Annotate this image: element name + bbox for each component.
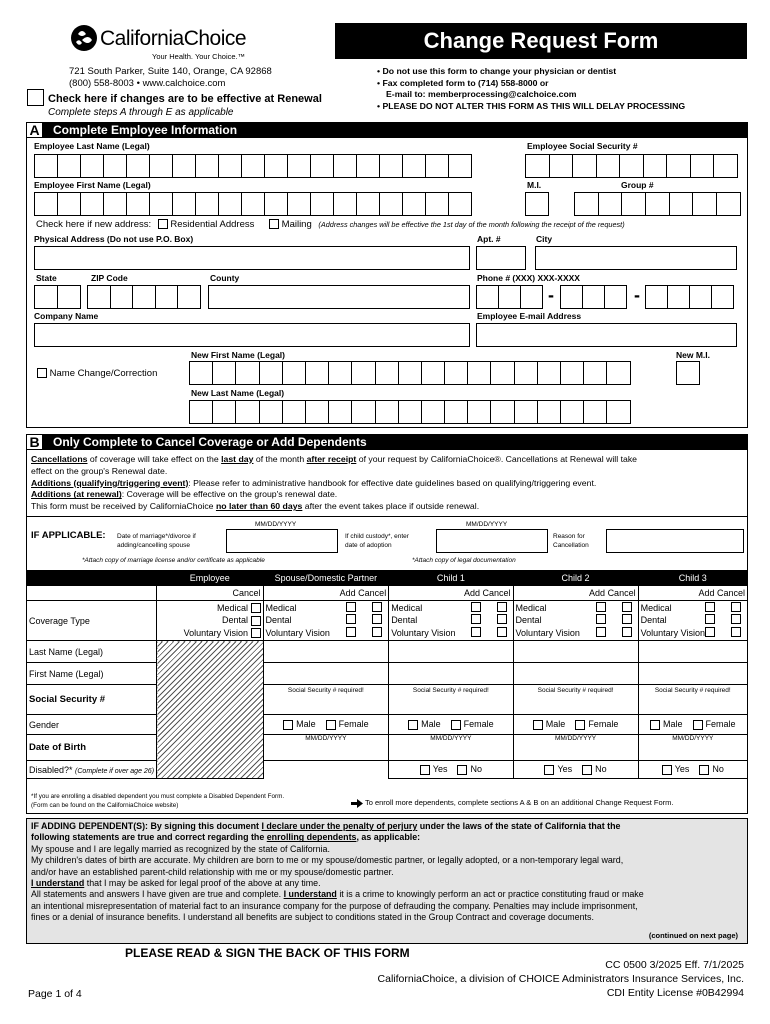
last-name-field[interactable]	[34, 154, 472, 178]
spouse-last-name[interactable]	[263, 641, 389, 663]
last-name-label: Employee Last Name (Legal)	[34, 141, 150, 151]
char-cell[interactable]	[149, 154, 173, 178]
spouse-medical-cancel[interactable]	[372, 602, 382, 612]
child3-medical-cancel[interactable]	[731, 602, 741, 612]
employee-medical-cancel[interactable]	[251, 603, 261, 613]
char-cell[interactable]	[444, 361, 468, 385]
apt-label: Apt. #	[477, 234, 501, 244]
new-first-label: New First Name (Legal)	[191, 350, 285, 360]
char-cell[interactable]	[643, 154, 668, 178]
char-cell[interactable]	[351, 361, 375, 385]
mi-label: M.I.	[527, 180, 542, 190]
char-cell[interactable]	[666, 154, 691, 178]
phone-dash-1: -	[548, 285, 554, 305]
col-child-2: Child 2	[513, 571, 638, 586]
char-cell[interactable]	[57, 154, 81, 178]
col-spouse: Spouse/Domestic Partner	[263, 571, 389, 586]
char-cell[interactable]	[667, 285, 690, 309]
char-cell[interactable]	[560, 285, 583, 309]
reason-label: Reason for Cancellation	[553, 533, 589, 549]
renewal-note: Complete steps A through E as applicable	[48, 107, 234, 118]
char-cell[interactable]	[583, 361, 607, 385]
char-cell[interactable]	[476, 285, 499, 309]
char-cell[interactable]	[189, 400, 213, 424]
char-cell[interactable]	[305, 400, 329, 424]
section-b-letter: B	[26, 434, 43, 450]
first-name-label: Employee First Name (Legal)	[34, 180, 151, 190]
new-mi-label: New M.I.	[676, 350, 711, 360]
child2-last-name[interactable]	[513, 641, 638, 663]
char-cell[interactable]	[126, 192, 150, 216]
char-cell[interactable]	[34, 285, 58, 309]
child2-dob[interactable]: MM/DD/YYYY	[513, 735, 638, 761]
header-bullets: • Do not use this form to change your physician or dentist • Fax completed form to (714) 558-8000 or E-mail to: memberprocessing@calchoice.com • PLEASE DO NOT ALTER THIS FORM AS THIS WILL DELAY PROCESSING	[377, 66, 686, 111]
name-change-label: Name Change/Correction	[49, 368, 158, 379]
disabled-row: Disabled?* (Complete if over age 26) Yes No Yes No Yes No	[27, 761, 748, 779]
employee-hatched-area	[157, 641, 263, 779]
city-label: City	[536, 234, 553, 244]
employee-cancel-header: Cancel	[232, 588, 261, 598]
char-cell[interactable]	[80, 192, 104, 216]
char-cell[interactable]	[448, 154, 472, 178]
char-cell[interactable]	[189, 361, 213, 385]
gender-row: Gender Male Female Male Female Male Female Male Female	[27, 715, 748, 735]
char-cell[interactable]	[110, 285, 134, 309]
email-label: Employee E-mail Address	[477, 311, 582, 321]
char-cell[interactable]	[126, 154, 150, 178]
read-sign-notice: PLEASE READ & SIGN THE BACK OF THIS FORM	[125, 946, 410, 960]
char-cell[interactable]	[690, 154, 715, 178]
char-cell[interactable]	[421, 361, 445, 385]
residential-label: Residential Address	[170, 219, 255, 230]
char-cell[interactable]	[467, 361, 491, 385]
char-cell[interactable]	[711, 285, 734, 309]
new-address-label: Check here if new address:	[36, 219, 152, 230]
spouse-medical-add[interactable]	[346, 602, 356, 612]
char-cell[interactable]	[287, 192, 311, 216]
section-b-title: Only Complete to Cancel Coverage or Add Dependents	[53, 435, 367, 449]
logo-emblem-icon	[70, 24, 98, 52]
name-change-checkbox[interactable]	[37, 368, 47, 378]
char-cell[interactable]	[467, 400, 491, 424]
company-address: 721 South Parker, Suite 140, Orange, CA 92868	[69, 66, 272, 77]
child3-disabled-no[interactable]	[699, 765, 709, 775]
char-cell[interactable]	[444, 400, 468, 424]
char-cell[interactable]	[621, 192, 646, 216]
child1-dental-add[interactable]	[471, 614, 481, 624]
char-cell[interactable]	[520, 285, 543, 309]
char-cell[interactable]	[525, 154, 550, 178]
child1-male-checkbox[interactable]	[408, 720, 418, 730]
char-cell[interactable]	[375, 361, 399, 385]
county-field[interactable]	[208, 285, 470, 309]
child1-dob[interactable]: MM/DD/YYYY	[389, 735, 513, 761]
section-b-instructions: Cancellations of coverage will take effect on the last day of the month after receipt of your request by CaliforniaChoice®. Cancellations at Renewal will take effect on the group's Renewal date. Additions (qualifying/triggering event): Please refer to administrative handbook for effective date guidelines based on qualifying/triggering event. Additions (at renewal): Coverage will be effective on the group's renewal date. This form must be received by CaliforniaChoice no later than 60 days after the event takes place if outside renewal.	[31, 454, 638, 512]
char-cell[interactable]	[598, 192, 623, 216]
char-cell[interactable]	[87, 285, 111, 309]
brand-tagline: Your Health. Your Choice.™	[152, 52, 246, 61]
custody-date-format: MM/DD/YYYY	[466, 521, 508, 528]
char-cell[interactable]	[619, 154, 644, 178]
renewal-check-label: Check here if changes are to be effective at Renewal	[48, 93, 322, 105]
char-cell[interactable]	[351, 400, 375, 424]
col-child-3: Child 3	[638, 571, 747, 586]
char-cell[interactable]	[57, 285, 81, 309]
child3-ssn[interactable]: Social Security # required!	[638, 685, 747, 715]
instructions-divider	[26, 516, 748, 517]
char-cell[interactable]	[155, 285, 179, 309]
spouse-male-checkbox[interactable]	[283, 720, 293, 730]
phone-label: Phone # (XXX) XXX-XXXX	[477, 273, 580, 283]
char-cell[interactable]	[195, 154, 219, 178]
license: CDI Entity License #0B42994	[606, 987, 744, 999]
child2-dental-cancel[interactable]	[622, 614, 632, 624]
child1-medical-cancel[interactable]	[497, 602, 507, 612]
char-cell[interactable]	[514, 400, 538, 424]
child2-first-name[interactable]	[513, 663, 638, 685]
char-cell[interactable]	[356, 154, 380, 178]
disabled-footnote: *If you are enrolling a disabled dependent you must complete a Disabled Dependent Form. (Form can be found on the CaliforniaChoice website)	[31, 793, 285, 809]
section-a-header	[26, 122, 748, 138]
spouse-dental-cancel[interactable]	[372, 614, 382, 624]
char-cell[interactable]	[604, 285, 627, 309]
char-cell[interactable]	[218, 192, 242, 216]
char-cell[interactable]	[264, 192, 288, 216]
char-cell[interactable]	[287, 154, 311, 178]
ssn-label: Employee Social Security #	[527, 141, 638, 151]
char-cell[interactable]	[328, 400, 352, 424]
char-cell[interactable]	[645, 192, 670, 216]
char-cell[interactable]	[132, 285, 156, 309]
char-cell[interactable]	[525, 192, 549, 216]
attach-legal-note: *Attach copy of legal documentation	[412, 557, 516, 564]
child3-male-checkbox[interactable]	[650, 720, 660, 730]
char-cell[interactable]	[490, 361, 514, 385]
attach-marriage-note: *Attach copy of marriage license and/or certificate as applicable	[82, 557, 265, 564]
new-first-name-field[interactable]	[189, 361, 631, 385]
char-cell[interactable]	[328, 361, 352, 385]
char-cell[interactable]	[80, 154, 104, 178]
child3-medical-add[interactable]	[705, 602, 715, 612]
residential-checkbox[interactable]	[158, 219, 168, 229]
char-cell[interactable]	[549, 154, 574, 178]
char-cell[interactable]	[490, 400, 514, 424]
child3-last-name[interactable]	[638, 641, 747, 663]
state-field[interactable]	[34, 285, 81, 309]
char-cell[interactable]	[582, 285, 605, 309]
phone-dash-2: -	[634, 285, 640, 305]
phone-line-field[interactable]	[645, 285, 734, 309]
phone-prefix-field[interactable]	[560, 285, 627, 309]
coverage-type-row: Coverage Type Medical Dental Voluntary Vision Medical Dental Voluntary Vision Medical Dental Voluntary Vision Medical Dental Voluntary Vision Medical Dental Voluntary Vision	[27, 601, 748, 641]
char-cell[interactable]	[333, 192, 357, 216]
spouse-vision-cancel[interactable]	[372, 627, 382, 637]
child2-vision-cancel[interactable]	[622, 627, 632, 637]
char-cell[interactable]	[689, 285, 712, 309]
char-cell[interactable]	[212, 400, 236, 424]
child2-ssn[interactable]: Social Security # required!	[513, 685, 638, 715]
spouse-female-checkbox[interactable]	[326, 720, 336, 730]
section-a-letter: A	[26, 122, 43, 138]
char-cell[interactable]	[103, 192, 127, 216]
declaration-text: IF ADDING DEPENDENT(S): By signing this document I declare under the penalty of perjury under the laws of the state of California that the following statements are true and correct regarding the enrolling dependents, as applicable: My spouse and I are legally married as recognized by the state of California. My children's dates of birth are accurate. My children are born to me or my spouse/domestic partner, or legally adopted, or a non-temporary legal ward, and/or have an established parent-child relationship with me or my spouse/domestic partner. I understand that I may be asked for legal proof of the above at any time. All statements and answers I have given are true and complete. I understand it is a crime to knowingly perform an act or practice constituting fraud or make an intentional misrepresentation of material fact to an insurance company for the purpose of defrauding the company. Penalties may include imprisonment, fines or a denial of insurance benefits. I understand all benefits are subject to conditions stated in the Group Contract and coverage documents.	[31, 821, 644, 923]
child1-medical-add[interactable]	[471, 602, 481, 612]
char-cell[interactable]	[560, 361, 584, 385]
col-child-1: Child 1	[389, 571, 513, 586]
char-cell[interactable]	[103, 154, 127, 178]
group-label: Group #	[621, 180, 654, 190]
child2-disabled-yes[interactable]	[544, 765, 554, 775]
ssn-field[interactable]	[525, 154, 738, 178]
child3-dental-add[interactable]	[705, 614, 715, 624]
employee-vision-cancel[interactable]	[251, 628, 261, 638]
char-cell[interactable]	[282, 400, 306, 424]
char-cell[interactable]	[398, 400, 422, 424]
zip-field[interactable]	[87, 285, 201, 309]
child2-medical-cancel[interactable]	[622, 602, 632, 612]
char-cell[interactable]	[716, 192, 741, 216]
char-cell[interactable]	[676, 361, 700, 385]
col-employee: Employee	[157, 571, 263, 586]
bullet-4: PLEASE DO NOT ALTER THIS FORM AS THIS WILL DELAY PROCESSING	[382, 100, 686, 111]
char-cell[interactable]	[310, 192, 334, 216]
child1-last-name[interactable]	[389, 641, 513, 663]
char-cell[interactable]	[356, 192, 380, 216]
coverage-header-row	[27, 571, 748, 586]
renewal-checkbox[interactable]	[27, 89, 44, 106]
email-field[interactable]	[476, 323, 737, 347]
child1-ssn[interactable]: Social Security # required!	[389, 685, 513, 715]
char-cell[interactable]	[421, 400, 445, 424]
last-name-row: Last Name (Legal)	[27, 641, 748, 663]
child1-vision-add[interactable]	[471, 627, 481, 637]
section-b-header	[26, 434, 748, 450]
char-cell[interactable]	[310, 154, 334, 178]
custody-date-field[interactable]	[436, 529, 548, 553]
char-cell[interactable]	[692, 192, 717, 216]
coverage-table	[26, 570, 748, 779]
char-cell[interactable]	[149, 192, 173, 216]
group-field[interactable]	[574, 192, 741, 216]
char-cell[interactable]	[606, 361, 630, 385]
first-name-field[interactable]	[34, 192, 472, 216]
char-cell[interactable]	[574, 192, 599, 216]
char-cell[interactable]	[583, 400, 607, 424]
char-cell[interactable]	[498, 285, 521, 309]
child2-disabled-no[interactable]	[582, 765, 592, 775]
char-cell[interactable]	[425, 154, 449, 178]
bullet-2: Fax completed form to (714) 558-8000 or	[382, 77, 549, 88]
char-cell[interactable]	[375, 400, 399, 424]
child2-medical-add[interactable]	[596, 602, 606, 612]
char-cell[interactable]	[425, 192, 449, 216]
char-cell[interactable]	[34, 192, 58, 216]
char-cell[interactable]	[241, 192, 265, 216]
child1-dental-cancel[interactable]	[497, 614, 507, 624]
child2-female-checkbox[interactable]	[575, 720, 585, 730]
mailing-label: Mailing	[281, 219, 312, 230]
char-cell[interactable]	[259, 361, 283, 385]
child3-disabled-yes[interactable]	[662, 765, 672, 775]
char-cell[interactable]	[172, 154, 196, 178]
spouse-dob[interactable]: MM/DD/YYYY	[263, 735, 389, 761]
more-dependents-note: To enroll more dependents, complete sections A & B on an additional Change Request Form.	[351, 798, 673, 808]
child3-first-name[interactable]	[638, 663, 747, 685]
logo	[70, 24, 260, 64]
new-last-name-field[interactable]	[189, 400, 631, 424]
char-cell[interactable]	[264, 154, 288, 178]
char-cell[interactable]	[177, 285, 201, 309]
char-cell[interactable]	[333, 154, 357, 178]
char-cell[interactable]	[713, 154, 738, 178]
county-label: County	[210, 273, 240, 283]
child3-vision-add[interactable]	[705, 627, 715, 637]
physical-address-label: Physical Address (Do not use P.O. Box)	[34, 234, 194, 244]
new-mi-field[interactable]	[676, 361, 700, 385]
new-last-label: New Last Name (Legal)	[191, 388, 285, 398]
footer-right	[378, 958, 744, 1000]
child2-dental-add[interactable]	[596, 614, 606, 624]
section-a-title: Complete Employee Information	[53, 123, 238, 137]
spouse-vision-add[interactable]	[346, 627, 356, 637]
bullet-3: E-mail to: memberprocessing@calchoice.com	[386, 89, 577, 99]
child1-disabled-no[interactable]	[457, 765, 467, 775]
phone-area-field[interactable]	[476, 285, 543, 309]
char-cell[interactable]	[606, 400, 630, 424]
char-cell[interactable]	[448, 192, 472, 216]
char-cell[interactable]	[212, 361, 236, 385]
name-change-row	[37, 368, 157, 379]
child1-female-checkbox[interactable]	[451, 720, 461, 730]
char-cell[interactable]	[402, 154, 426, 178]
char-cell[interactable]	[398, 361, 422, 385]
char-cell[interactable]	[235, 400, 259, 424]
char-cell[interactable]	[596, 154, 621, 178]
char-cell[interactable]	[645, 285, 668, 309]
reason-field[interactable]	[606, 529, 744, 553]
child3-dob[interactable]: MM/DD/YYYY	[638, 735, 747, 761]
mailing-checkbox[interactable]	[269, 219, 279, 229]
city-field[interactable]	[535, 246, 737, 270]
form-code: CC 0500 3/2025 Eff. 7/1/2025	[605, 959, 744, 971]
if-applicable-label: IF APPLICABLE:	[31, 530, 106, 541]
apt-field[interactable]	[476, 246, 526, 270]
coverage-type-label: Coverage Type	[27, 601, 157, 641]
char-cell[interactable]	[218, 154, 242, 178]
char-cell[interactable]	[572, 154, 597, 178]
employee-dental-cancel[interactable]	[251, 616, 261, 626]
child1-vision-cancel[interactable]	[497, 627, 507, 637]
marriage-label: Date of marriage*/divorce if adding/cancelling spouse	[117, 533, 196, 549]
char-cell[interactable]	[34, 154, 58, 178]
char-cell[interactable]	[241, 154, 265, 178]
char-cell[interactable]	[379, 192, 403, 216]
char-cell[interactable]	[282, 361, 306, 385]
char-cell[interactable]	[514, 361, 538, 385]
char-cell[interactable]	[537, 361, 561, 385]
continued-note: (continued on next page)	[648, 931, 738, 940]
spouse-ssn[interactable]: Social Security # required!	[263, 685, 389, 715]
physical-address-field[interactable]	[34, 246, 470, 270]
ssn-row: Social Security # Social Security # required! Social Security # required! Social Security # required! Social Security # required!	[27, 685, 748, 715]
child1-first-name[interactable]	[389, 663, 513, 685]
division: CaliforniaChoice, a division of CHOICE Administrators Insurance Services, Inc.	[377, 973, 744, 985]
new-address-row	[36, 219, 625, 230]
child2-male-checkbox[interactable]	[533, 720, 543, 730]
child1-disabled-yes[interactable]	[420, 765, 430, 775]
zip-label: ZIP Code	[91, 273, 128, 283]
add-cancel-row: Cancel Add Cancel Add Cancel Add Cancel Add Cancel	[27, 586, 748, 601]
form-title: Change Request Form	[335, 23, 747, 59]
char-cell[interactable]	[259, 400, 283, 424]
char-cell[interactable]	[235, 361, 259, 385]
custody-label: If child custody*, enter date of adoption	[345, 533, 409, 549]
child3-dental-cancel[interactable]	[731, 614, 741, 624]
page-number: Page 1 of 4	[28, 988, 82, 1000]
child3-vision-cancel[interactable]	[731, 627, 741, 637]
char-cell[interactable]	[57, 192, 81, 216]
spouse-dental-add[interactable]	[346, 614, 356, 624]
char-cell[interactable]	[669, 192, 694, 216]
char-cell[interactable]	[305, 361, 329, 385]
child3-female-checkbox[interactable]	[693, 720, 703, 730]
char-cell[interactable]	[560, 400, 584, 424]
first-name-row: First Name (Legal)	[27, 663, 748, 685]
arrow-right-icon	[351, 799, 363, 808]
company-field[interactable]	[34, 323, 470, 347]
child2-vision-add[interactable]	[596, 627, 606, 637]
char-cell[interactable]	[402, 192, 426, 216]
state-label: State	[36, 273, 57, 283]
char-cell[interactable]	[537, 400, 561, 424]
char-cell[interactable]	[379, 154, 403, 178]
dob-row: Date of Birth MM/DD/YYYY MM/DD/YYYY MM/DD/YYYY MM/DD/YYYY	[27, 735, 748, 761]
company-phone-web: (800) 558-8003 • www.calchoice.com	[69, 78, 226, 89]
company-label: Company Name	[34, 311, 99, 321]
char-cell[interactable]	[172, 192, 196, 216]
brand-name: CaliforniaChoice	[100, 27, 247, 50]
bullet-1: Do not use this form to change your physician or dentist	[382, 66, 617, 76]
marriage-date-field[interactable]	[226, 529, 338, 553]
marriage-date-format: MM/DD/YYYY	[255, 521, 297, 528]
mi-field[interactable]	[525, 192, 549, 216]
address-note: (Address changes will be effective the 1st day of the month following the receipt of the request)	[318, 220, 625, 229]
spouse-first-name[interactable]	[263, 663, 389, 685]
char-cell[interactable]	[195, 192, 219, 216]
